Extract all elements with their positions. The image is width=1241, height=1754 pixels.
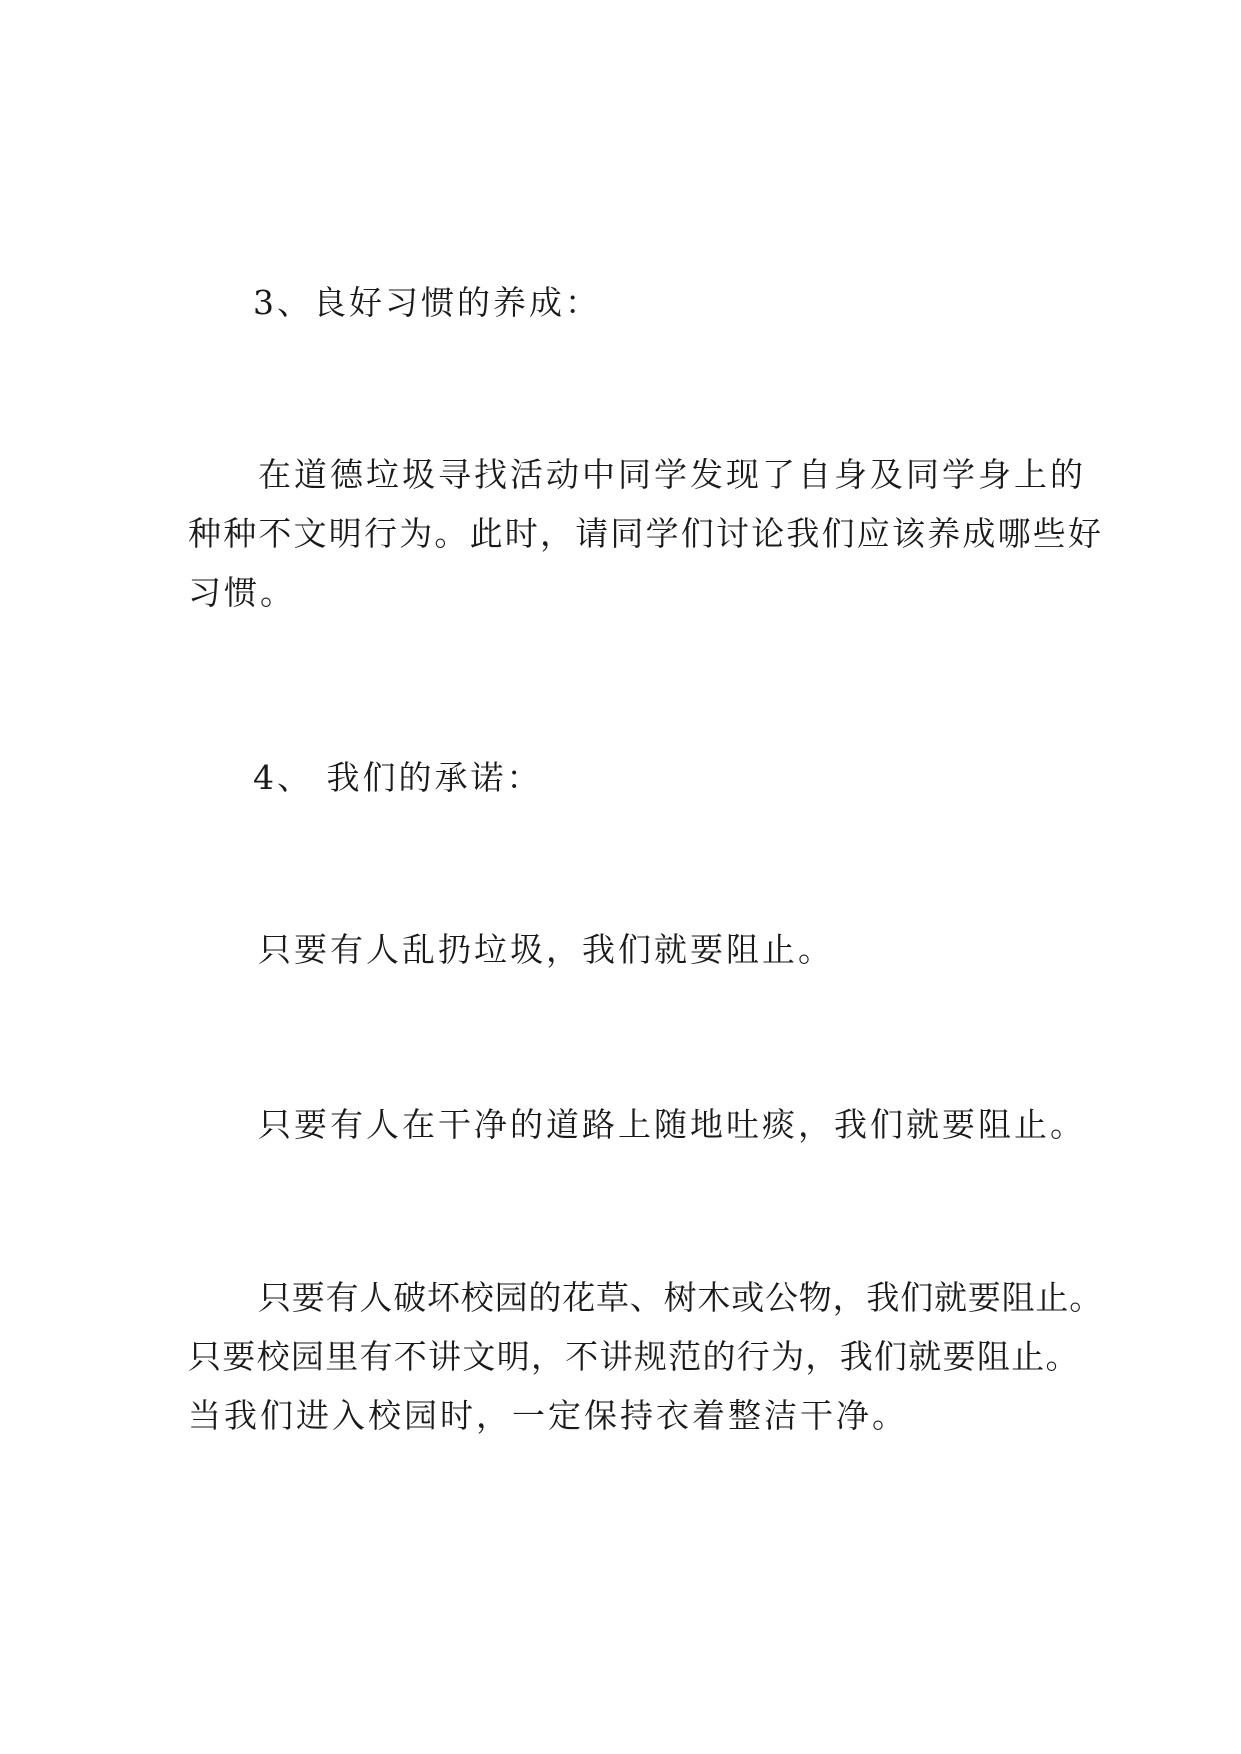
promise-line-uncivil: 只要校园里有不讲文明，不讲规范的行为，我们就要阻止。	[188, 1337, 1080, 1376]
paragraph-discussion-line-3: 习惯。	[188, 573, 296, 612]
promise-line-spitting: 只要有人在干净的道路上随地吐痰，我们就要阻止。	[258, 1105, 1086, 1144]
promise-line-littering: 只要有人乱扔垃圾，我们就要阻止。	[258, 930, 834, 969]
paragraph-discussion-line-1: 在道德垃圾寻找活动中同学发现了自身及同学身上的	[258, 455, 1086, 494]
paragraph-discussion-line-2: 种种不文明行为。此时，请同学们讨论我们应该养成哪些好	[188, 514, 1104, 553]
promise-line-vandalism: 只要有人破坏校园的花草、树木或公物，我们就要阻止。	[258, 1278, 1103, 1317]
section-heading-3: 3、良好习惯的养成：	[253, 283, 601, 322]
section-heading-4: 4、 我们的承诺：	[253, 758, 543, 797]
promise-line-dress: 当我们进入校园时，一定保持衣着整洁干净。	[188, 1396, 908, 1435]
